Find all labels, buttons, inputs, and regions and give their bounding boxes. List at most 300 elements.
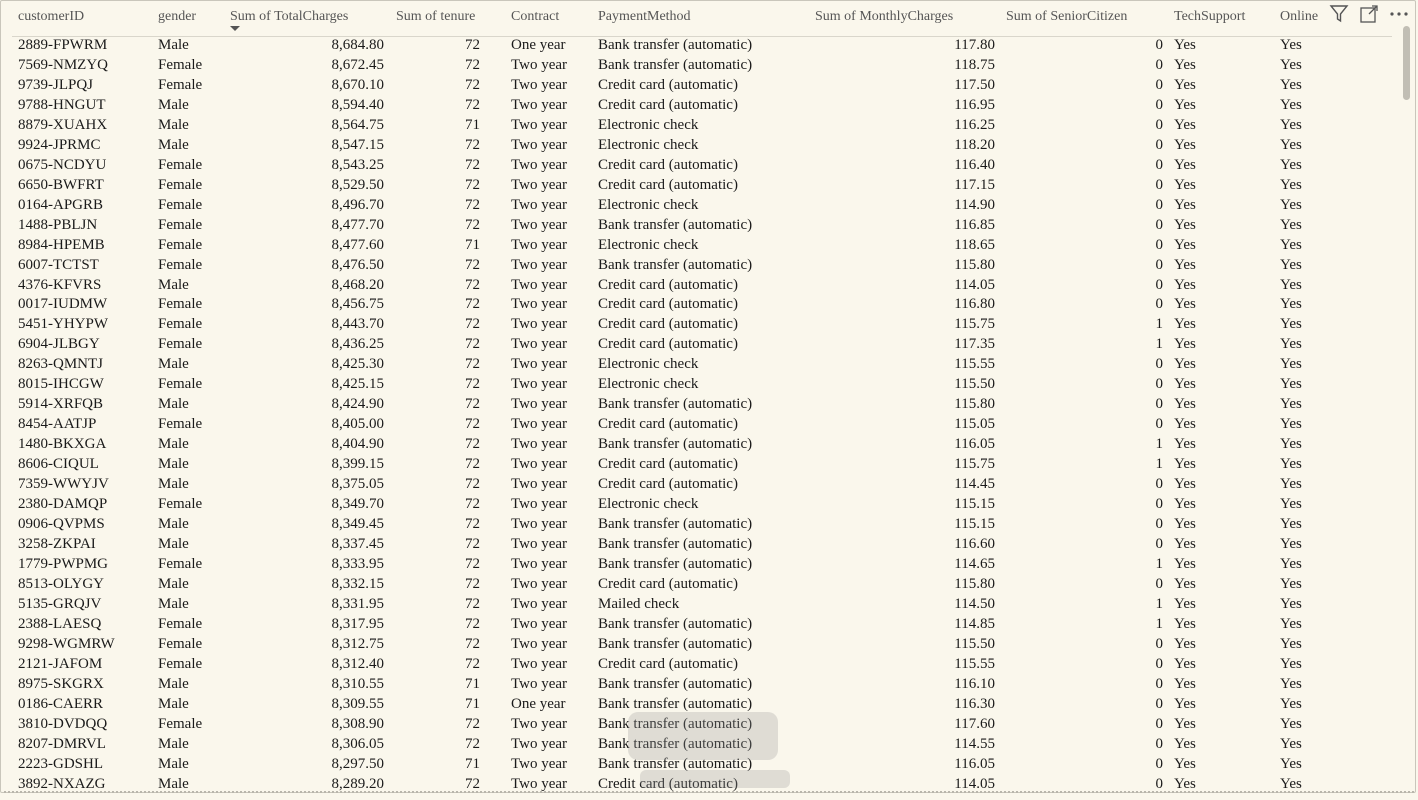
cell-tech: Yes: [1174, 356, 1196, 373]
cell-id: 1488-PBLJN: [18, 216, 98, 233]
cell-contract: Two year: [511, 555, 568, 572]
cell-tech: Yes: [1174, 116, 1196, 133]
cell-monthly: 115.75: [954, 456, 995, 473]
cell-payment: Bank transfer (automatic): [598, 755, 753, 772]
cell-tenure: 72: [465, 176, 480, 193]
cell-tech: Yes: [1174, 236, 1196, 253]
cell-monthly: 114.50: [954, 595, 995, 612]
cell-id: 0186-CAERR: [18, 695, 104, 712]
cell-senior: 0: [1155, 376, 1163, 393]
cell-gender: Female: [158, 316, 203, 333]
table-row[interactable]: [12, 715, 1392, 735]
cell-online: Yes: [1280, 216, 1302, 233]
cell-payment: Mailed check: [598, 595, 680, 612]
table-row[interactable]: [12, 555, 1392, 575]
table-row[interactable]: [12, 515, 1392, 535]
cell-monthly: 116.60: [954, 536, 995, 552]
cell-id: 2121-JAFOM: [18, 655, 103, 672]
table-row[interactable]: [12, 96, 1392, 116]
cell-online: Yes: [1280, 575, 1302, 592]
cell-tech: Yes: [1174, 436, 1196, 453]
cell-total: 8,308.90: [331, 715, 384, 732]
cell-senior: 0: [1155, 755, 1163, 772]
cell-contract: Two year: [511, 176, 568, 193]
cell-total: 8,337.45: [331, 536, 384, 552]
cell-tech: Yes: [1174, 496, 1196, 513]
table-row[interactable]: [12, 116, 1392, 136]
cell-total: 8,425.15: [331, 376, 384, 393]
cell-tech: Yes: [1174, 635, 1196, 652]
cell-contract: Two year: [511, 536, 568, 552]
table-row[interactable]: [12, 315, 1392, 335]
column-header-online[interactable]: Online: [1280, 9, 1319, 24]
cell-tenure: 72: [465, 37, 480, 53]
cell-senior: 0: [1155, 695, 1163, 712]
cell-monthly: 114.45: [954, 476, 995, 493]
focus-mode-icon[interactable]: [1358, 3, 1380, 25]
table-row[interactable]: [12, 635, 1392, 655]
cell-id: 8513-OLYGY: [18, 575, 104, 592]
table-row[interactable]: [12, 755, 1392, 775]
table-row[interactable]: [12, 675, 1392, 695]
cell-tenure: 72: [465, 635, 480, 652]
cell-senior: 0: [1155, 396, 1163, 413]
table-row[interactable]: [12, 56, 1392, 76]
cell-gender: Female: [158, 555, 203, 572]
cell-senior: 0: [1155, 296, 1163, 313]
cell-online: Yes: [1280, 236, 1302, 253]
cell-tenure: 72: [465, 356, 480, 373]
cell-senior: 0: [1155, 675, 1163, 692]
cell-payment: Electronic check: [598, 136, 699, 153]
cell-contract: Two year: [511, 296, 568, 313]
cell-online: Yes: [1280, 615, 1302, 632]
cell-id: 0675-NCDYU: [18, 156, 107, 173]
cell-contract: Two year: [511, 356, 568, 373]
cell-tenure: 72: [465, 216, 480, 233]
cell-tech: Yes: [1174, 296, 1196, 313]
cell-contract: Two year: [511, 136, 568, 153]
cell-total: 8,496.70: [331, 196, 384, 213]
cell-monthly: 115.55: [954, 655, 995, 672]
cell-payment: Credit card (automatic): [598, 316, 738, 333]
cell-online: Yes: [1280, 156, 1302, 173]
table-row[interactable]: [12, 535, 1392, 555]
cell-tenure: 71: [465, 695, 480, 712]
cell-payment: Bank transfer (automatic): [598, 715, 753, 732]
more-options-icon[interactable]: [1388, 3, 1410, 25]
cell-online: Yes: [1280, 356, 1302, 373]
cell-online: Yes: [1280, 396, 1302, 413]
cell-monthly: 116.05: [954, 755, 995, 772]
cell-tenure: 72: [465, 296, 480, 313]
cell-tech: Yes: [1174, 256, 1196, 273]
cell-id: 9924-JPRMC: [18, 136, 101, 153]
cell-id: 8879-XUAHX: [18, 116, 108, 133]
table-row[interactable]: [12, 216, 1392, 236]
cell-senior: 0: [1155, 156, 1163, 173]
table-row[interactable]: [12, 475, 1392, 495]
cell-tech: Yes: [1174, 216, 1196, 233]
cell-online: Yes: [1280, 336, 1302, 353]
cell-payment: Credit card (automatic): [598, 156, 738, 173]
cell-total: 8,332.15: [331, 575, 384, 592]
table-row[interactable]: [12, 355, 1392, 375]
cell-online: Yes: [1280, 296, 1302, 313]
cell-gender: Male: [158, 37, 189, 53]
cell-senior: 0: [1155, 575, 1163, 592]
column-header-id[interactable]: customerID: [18, 9, 85, 24]
table-row[interactable]: [12, 176, 1392, 196]
cell-gender: Female: [158, 196, 203, 213]
cell-tech: Yes: [1174, 196, 1196, 213]
cell-tenure: 72: [465, 336, 480, 353]
cell-payment: Electronic check: [598, 376, 699, 393]
cell-online: Yes: [1280, 276, 1302, 293]
column-header-senior[interactable]: Sum of SeniorCitizen: [1006, 9, 1128, 24]
cell-monthly: 115.75: [954, 316, 995, 333]
table-row[interactable]: [12, 615, 1392, 635]
cell-contract: Two year: [511, 96, 568, 113]
cell-senior: 1: [1155, 555, 1163, 572]
table-row[interactable]: [12, 156, 1392, 176]
cell-gender: Female: [158, 615, 203, 632]
cell-monthly: 114.55: [954, 735, 995, 752]
cell-tenure: 71: [465, 675, 480, 692]
cell-tenure: 72: [465, 595, 480, 612]
cell-tech: Yes: [1174, 695, 1196, 712]
cell-contract: Two year: [511, 615, 568, 632]
cell-tech: Yes: [1174, 136, 1196, 153]
cell-gender: Male: [158, 396, 189, 413]
cell-contract: One year: [511, 37, 566, 53]
cell-gender: Male: [158, 675, 189, 692]
cell-total: 8,594.40: [331, 96, 384, 113]
cell-total: 8,289.20: [331, 775, 384, 792]
cell-contract: Two year: [511, 256, 568, 273]
cell-online: Yes: [1280, 516, 1302, 533]
table-row[interactable]: [12, 196, 1392, 216]
cell-tenure: 71: [465, 116, 480, 133]
cell-id: 5451-YHYPW: [18, 316, 108, 333]
cell-contract: Two year: [511, 516, 568, 533]
sort-descending-icon[interactable]: [230, 26, 240, 31]
cell-gender: Male: [158, 755, 189, 772]
table-row[interactable]: [12, 76, 1392, 96]
cell-senior: 1: [1155, 436, 1163, 453]
cell-contract: Two year: [511, 76, 568, 93]
cell-monthly: 118.65: [954, 236, 995, 253]
table-row[interactable]: [12, 375, 1392, 395]
cell-online: Yes: [1280, 176, 1302, 193]
cell-senior: 0: [1155, 635, 1163, 652]
cell-gender: Male: [158, 595, 189, 612]
cell-payment: Electronic check: [598, 496, 699, 513]
cell-senior: 0: [1155, 775, 1163, 792]
cell-total: 8,404.90: [331, 436, 384, 453]
table-row[interactable]: [12, 415, 1392, 435]
cell-total: 8,547.15: [331, 136, 384, 153]
cell-tech: Yes: [1174, 176, 1196, 193]
cell-total: 8,477.60: [331, 236, 384, 253]
table-row[interactable]: [12, 735, 1392, 755]
table-row[interactable]: [12, 455, 1392, 475]
column-header-gender[interactable]: gender: [158, 9, 197, 24]
cell-contract: Two year: [511, 496, 568, 513]
cell-senior: 0: [1155, 256, 1163, 273]
cell-tech: Yes: [1174, 755, 1196, 772]
cell-id: 9298-WGMRW: [18, 635, 115, 652]
cell-monthly: 117.35: [954, 336, 995, 353]
cell-total: 8,312.75: [331, 635, 384, 652]
cell-payment: Bank transfer (automatic): [598, 555, 753, 572]
cell-total: 8,309.55: [331, 695, 384, 712]
cell-tenure: 72: [465, 516, 480, 533]
cell-tech: Yes: [1174, 675, 1196, 692]
cell-id: 5914-XRFQB: [18, 396, 104, 413]
cell-payment: Bank transfer (automatic): [598, 516, 753, 533]
cell-monthly: 116.85: [954, 216, 995, 233]
table-row[interactable]: [12, 256, 1392, 276]
cell-tenure: 72: [465, 136, 480, 153]
cell-contract: Two year: [511, 476, 568, 493]
cell-total: 8,672.45: [331, 56, 384, 73]
cell-online: Yes: [1280, 675, 1302, 692]
cell-total: 8,405.00: [331, 416, 384, 433]
cell-tech: Yes: [1174, 516, 1196, 533]
filter-icon[interactable]: [1328, 3, 1350, 25]
cell-monthly: 114.90: [954, 196, 995, 213]
cell-id: 9739-JLPQJ: [18, 76, 94, 93]
cell-total: 8,312.40: [331, 655, 384, 672]
cell-gender: Male: [158, 136, 189, 153]
table-row[interactable]: [12, 236, 1392, 256]
cell-payment: Bank transfer (automatic): [598, 396, 753, 413]
cell-online: Yes: [1280, 476, 1302, 493]
vertical-scrollbar[interactable]: [1403, 26, 1410, 100]
cell-payment: Electronic check: [598, 116, 699, 133]
cell-senior: 0: [1155, 516, 1163, 533]
cell-senior: 0: [1155, 196, 1163, 213]
cell-monthly: 114.05: [954, 775, 995, 792]
cell-payment: Bank transfer (automatic): [598, 56, 753, 73]
cell-id: 2388-LAESQ: [18, 615, 102, 632]
cell-gender: Female: [158, 715, 203, 732]
cell-online: Yes: [1280, 136, 1302, 153]
cell-tenure: 72: [465, 555, 480, 572]
table-row[interactable]: [12, 136, 1392, 156]
cell-id: 0164-APGRB: [18, 196, 104, 213]
cell-online: Yes: [1280, 76, 1302, 93]
cell-payment: Bank transfer (automatic): [598, 436, 753, 453]
table-row[interactable]: [12, 595, 1392, 615]
cell-total: 8,543.25: [331, 156, 384, 173]
cell-gender: Female: [158, 655, 203, 672]
cell-senior: 0: [1155, 735, 1163, 752]
cell-gender: Male: [158, 476, 189, 493]
cell-gender: Female: [158, 376, 203, 393]
cell-id: 7569-NMZYQ: [18, 56, 108, 73]
cell-gender: Male: [158, 276, 189, 293]
table-row[interactable]: [12, 695, 1392, 715]
cell-contract: Two year: [511, 56, 568, 73]
cell-monthly: 116.10: [954, 675, 995, 692]
cell-id: 8984-HPEMB: [18, 236, 105, 253]
cell-contract: Two year: [511, 775, 568, 792]
cell-online: Yes: [1280, 96, 1302, 113]
table-row[interactable]: [12, 655, 1392, 675]
cell-contract: Two year: [511, 755, 568, 772]
cell-monthly: 116.05: [954, 436, 995, 453]
cell-monthly: 115.80: [954, 575, 995, 592]
cell-tenure: 72: [465, 615, 480, 632]
column-header-payment[interactable]: PaymentMethod: [598, 9, 691, 24]
table-row[interactable]: [12, 435, 1392, 455]
cell-monthly: 114.65: [954, 555, 995, 572]
table-row[interactable]: [12, 395, 1392, 415]
cell-id: 5135-GRQJV: [18, 595, 102, 612]
cell-total: 8,443.70: [331, 316, 384, 333]
cell-online: Yes: [1280, 496, 1302, 513]
cell-payment: Electronic check: [598, 236, 699, 253]
cell-payment: Bank transfer (automatic): [598, 37, 753, 53]
cell-monthly: 116.30: [954, 695, 995, 712]
column-header-tenure[interactable]: Sum of tenure: [396, 9, 476, 24]
cell-monthly: 118.20: [954, 136, 995, 153]
table-row[interactable]: [12, 295, 1392, 315]
cell-total: 8,331.95: [331, 595, 384, 612]
cell-gender: Female: [158, 296, 203, 313]
cell-monthly: 116.80: [954, 296, 995, 313]
table-header: [12, 0, 1392, 37]
cell-payment: Bank transfer (automatic): [598, 256, 753, 273]
table-row[interactable]: [12, 276, 1392, 296]
cell-senior: 0: [1155, 715, 1163, 732]
cell-monthly: 114.85: [954, 615, 995, 632]
cell-gender: Female: [158, 56, 203, 73]
cell-contract: Two year: [511, 216, 568, 233]
cell-tenure: 72: [465, 575, 480, 592]
cell-id: 8263-QMNTJ: [18, 356, 103, 373]
cell-senior: 0: [1155, 56, 1163, 73]
cell-gender: Male: [158, 436, 189, 453]
cell-senior: 1: [1155, 595, 1163, 612]
cell-monthly: 115.15: [954, 516, 995, 533]
table-row[interactable]: [12, 335, 1392, 355]
cell-senior: 0: [1155, 37, 1163, 53]
cell-id: 3810-DVDQQ: [18, 715, 108, 732]
column-header-monthly[interactable]: Sum of MonthlyCharges: [815, 9, 954, 24]
cell-tenure: 72: [465, 536, 480, 552]
cell-contract: Two year: [511, 116, 568, 133]
cell-monthly: 117.60: [954, 715, 995, 732]
cell-gender: Female: [158, 236, 203, 253]
cell-tech: Yes: [1174, 655, 1196, 672]
cell-monthly: 115.80: [954, 396, 995, 413]
cell-id: 6007-TCTST: [18, 256, 99, 273]
cell-senior: 0: [1155, 136, 1163, 153]
cell-payment: Credit card (automatic): [598, 416, 738, 433]
cell-tech: Yes: [1174, 316, 1196, 333]
cell-online: Yes: [1280, 456, 1302, 473]
cell-monthly: 115.50: [954, 635, 995, 652]
cell-tenure: 72: [465, 196, 480, 213]
cell-payment: Credit card (automatic): [598, 76, 738, 93]
cell-tech: Yes: [1174, 336, 1196, 353]
cell-total: 8,476.50: [331, 256, 384, 273]
table-body: [12, 36, 1392, 792]
cell-gender: Female: [158, 635, 203, 652]
column-header-total[interactable]: Sum of TotalCharges: [230, 9, 349, 24]
cell-monthly: 117.50: [954, 76, 995, 93]
cell-payment: Credit card (automatic): [598, 655, 738, 672]
cell-tenure: 72: [465, 735, 480, 752]
cell-gender: Male: [158, 775, 189, 792]
cell-gender: Male: [158, 456, 189, 473]
cell-payment: Credit card (automatic): [598, 176, 738, 193]
cell-senior: 1: [1155, 456, 1163, 473]
cell-payment: Bank transfer (automatic): [598, 216, 753, 233]
cell-online: Yes: [1280, 256, 1302, 273]
cell-total: 8,684.80: [331, 37, 384, 53]
cell-gender: Female: [158, 216, 203, 233]
table-row[interactable]: [12, 36, 1392, 56]
cell-tech: Yes: [1174, 575, 1196, 592]
cell-id: 9788-HNGUT: [18, 96, 106, 113]
cell-tech: Yes: [1174, 775, 1196, 792]
cell-gender: Female: [158, 336, 203, 353]
cell-tenure: 72: [465, 456, 480, 473]
cell-gender: Female: [158, 256, 203, 273]
cell-tech: Yes: [1174, 96, 1196, 113]
cell-contract: Two year: [511, 236, 568, 253]
cell-id: 4376-KFVRS: [18, 276, 102, 293]
cell-total: 8,349.70: [331, 496, 384, 513]
cell-online: Yes: [1280, 196, 1302, 213]
cell-payment: Credit card (automatic): [598, 476, 738, 493]
cell-payment: Credit card (automatic): [598, 96, 738, 113]
cell-tech: Yes: [1174, 76, 1196, 93]
cell-total: 8,468.20: [331, 276, 384, 293]
column-header-contract[interactable]: Contract: [511, 9, 560, 24]
cell-tenure: 71: [465, 236, 480, 253]
cell-tenure: 72: [465, 56, 480, 73]
cell-payment: Credit card (automatic): [598, 775, 738, 792]
cell-id: 2380-DAMQP: [18, 496, 108, 513]
cell-gender: Female: [158, 416, 203, 433]
cell-id: 8015-IHCGW: [18, 376, 104, 393]
cell-tech: Yes: [1174, 396, 1196, 413]
cell-gender: Male: [158, 735, 189, 752]
cell-senior: 0: [1155, 416, 1163, 433]
cell-tenure: 72: [465, 496, 480, 513]
table-row[interactable]: [12, 495, 1392, 515]
cell-monthly: 116.25: [954, 116, 995, 133]
cell-payment: Credit card (automatic): [598, 575, 738, 592]
cell-tenure: 72: [465, 76, 480, 93]
cell-monthly: 116.95: [954, 96, 995, 113]
cell-total: 8,425.30: [331, 356, 384, 373]
cell-senior: 0: [1155, 216, 1163, 233]
cell-tech: Yes: [1174, 735, 1196, 752]
column-header-tech[interactable]: TechSupport: [1174, 9, 1246, 24]
cell-payment: Bank transfer (automatic): [598, 675, 753, 692]
cell-monthly: 115.55: [954, 356, 995, 373]
cell-tech: Yes: [1174, 276, 1196, 293]
table-row[interactable]: [12, 575, 1392, 595]
cell-total: 8,670.10: [331, 76, 384, 93]
cell-id: 0906-QVPMS: [18, 516, 105, 533]
